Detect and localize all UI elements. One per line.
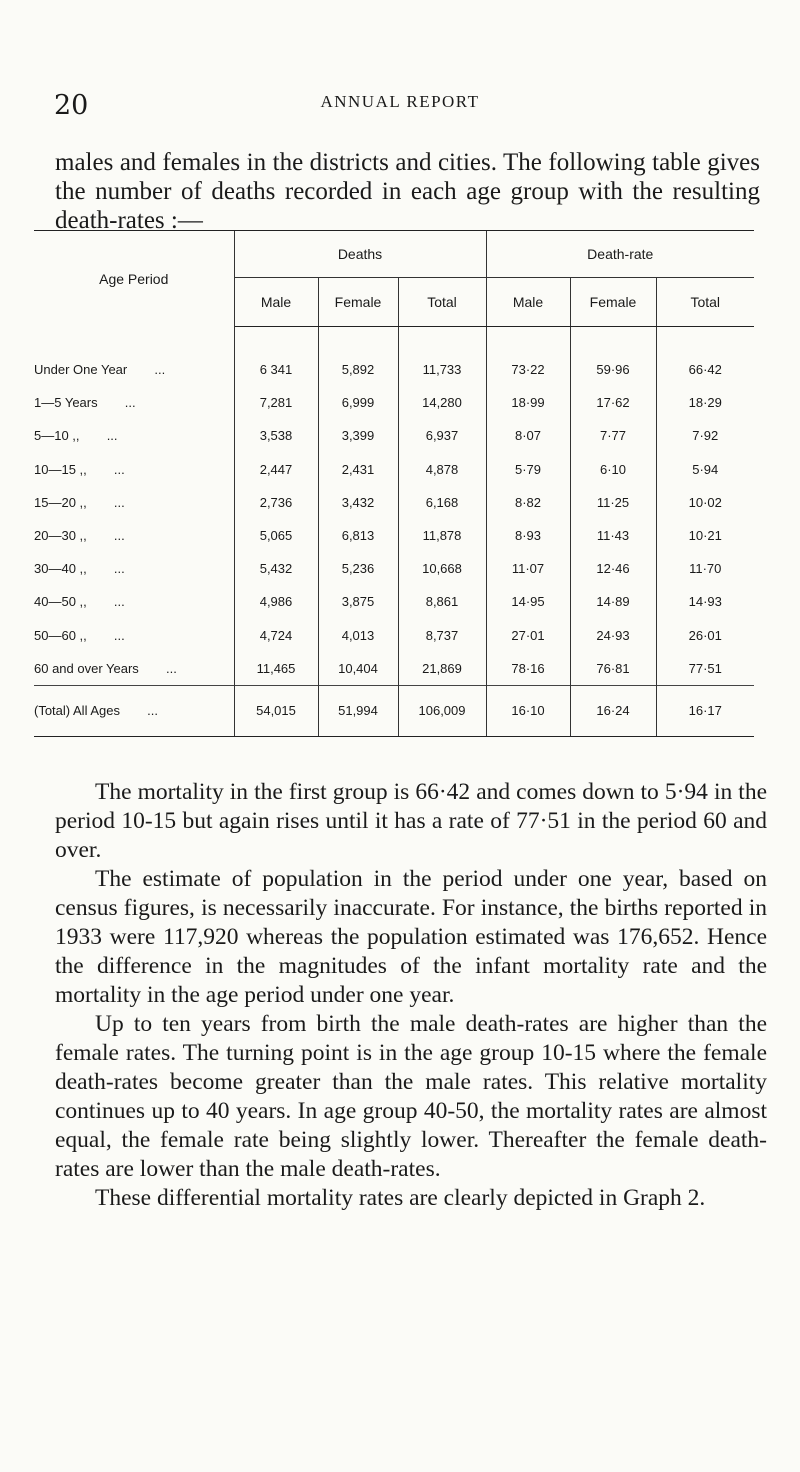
rate-female-cell: 76·81 bbox=[570, 652, 656, 686]
rate-female-cell: 11·43 bbox=[570, 519, 656, 552]
rate-female-cell: 59·96 bbox=[570, 353, 656, 386]
total-deaths-male-cell: 54,015 bbox=[234, 685, 318, 736]
table-row bbox=[34, 552, 754, 585]
row-label: 40—50 ,, ... bbox=[34, 585, 234, 618]
table-total-row bbox=[34, 685, 754, 736]
table-row bbox=[34, 619, 754, 652]
row-label: Under One Year ... bbox=[34, 353, 234, 386]
total-deaths-female-cell: 51,994 bbox=[318, 685, 398, 736]
table-row bbox=[34, 585, 754, 618]
rate-female-cell: 11·25 bbox=[570, 486, 656, 519]
table-row bbox=[34, 353, 754, 386]
row-label: 50—60 ,, ... bbox=[34, 619, 234, 652]
deaths-male-cell: 11,465 bbox=[234, 652, 318, 686]
deaths-total-cell: 11,733 bbox=[398, 353, 486, 386]
deaths-female-cell: 6,999 bbox=[318, 386, 398, 419]
row-label: 10—15 ,, ... bbox=[34, 453, 234, 486]
rate-total-cell: 26·01 bbox=[688, 627, 722, 643]
deaths-female-cell: 3,432 bbox=[318, 486, 398, 519]
rate-female-cell: 7·77 bbox=[570, 419, 656, 452]
rate-male-cell: 8·82 bbox=[486, 486, 570, 519]
table-row bbox=[34, 453, 754, 486]
intro-paragraph: males and females in the districts and cities. The following table gives the number of deaths recorded in each age group with the resulting death-rates :— bbox=[55, 149, 760, 234]
rate-total-cell: 77·51 bbox=[688, 660, 722, 676]
deaths-female-cell: 4,013 bbox=[318, 619, 398, 652]
rate-total-cell: 5·94 bbox=[692, 461, 719, 477]
deaths-total-cell: 10,668 bbox=[398, 552, 486, 585]
rate-male-cell: 73·22 bbox=[486, 353, 570, 386]
deaths-female-cell: 5,236 bbox=[318, 552, 398, 585]
deaths-male-cell: 4,986 bbox=[234, 585, 318, 618]
rate-total-cell: 11·70 bbox=[689, 561, 722, 577]
row-label: 60 and over Years ... bbox=[34, 652, 234, 686]
column-header-rate-male: Male bbox=[486, 278, 570, 327]
deaths-total-cell: 14,280 bbox=[398, 386, 486, 419]
group-header-deaths: Deaths bbox=[234, 231, 486, 278]
paragraph: Up to ten years from birth the male death-rates are higher than the female rates. The turning point is in the age group 10-15 where the female death-rates become greater than the male rates. This relative mortality continues up to 40 years. In age group 40-50, the mortality rates are almost equal, the female rate being slightly lower. Thereafter the female death-rates are lower than the male death-rates. bbox=[55, 1011, 767, 1182]
row-label: 15—20 ,, ... bbox=[34, 486, 234, 519]
deaths-male-cell: 5,432 bbox=[234, 552, 318, 585]
page-number: 20 bbox=[54, 90, 89, 121]
rate-male-cell: 78·16 bbox=[486, 652, 570, 686]
total-rate-female-cell: 16·24 bbox=[570, 685, 656, 736]
group-header-death-rate: Death-rate bbox=[587, 246, 654, 262]
column-header-rate-total: Total bbox=[656, 278, 754, 327]
column-header-deaths-total: Total bbox=[398, 278, 486, 327]
rate-total-cell: 14·93 bbox=[688, 594, 722, 610]
deaths-total-cell: 11,878 bbox=[398, 519, 486, 552]
table-row bbox=[34, 519, 754, 552]
deaths-male-cell: 2,447 bbox=[234, 453, 318, 486]
paragraph: These differential mortality rates are clearly depicted in Graph 2. bbox=[95, 1185, 706, 1211]
deaths-male-cell: 3,538 bbox=[234, 419, 318, 452]
deaths-male-cell: 6 341 bbox=[234, 353, 318, 386]
rate-female-cell: 17·62 bbox=[570, 386, 656, 419]
deaths-total-cell: 8,737 bbox=[398, 619, 486, 652]
rate-male-cell: 5·79 bbox=[486, 453, 570, 486]
deaths-total-cell: 21,869 bbox=[398, 652, 486, 686]
deaths-female-cell: 3,399 bbox=[318, 419, 398, 452]
rate-female-cell: 14·89 bbox=[570, 585, 656, 618]
rate-male-cell: 8·93 bbox=[486, 519, 570, 552]
rate-male-cell: 8·07 bbox=[486, 419, 570, 452]
deaths-total-cell: 4,878 bbox=[398, 453, 486, 486]
column-header-deaths-male: Male bbox=[234, 278, 318, 327]
rate-total-cell: 10·02 bbox=[688, 494, 722, 510]
column-header-deaths-female: Female bbox=[318, 278, 398, 327]
deaths-male-cell: 5,065 bbox=[234, 519, 318, 552]
table-row bbox=[34, 419, 754, 452]
table-row bbox=[34, 652, 754, 686]
deaths-male-cell: 7,281 bbox=[234, 386, 318, 419]
rate-total-cell: 66·42 bbox=[688, 362, 722, 378]
row-label: 30—40 ,, ... bbox=[34, 552, 234, 585]
total-row-label: (Total) All Ages ... bbox=[34, 685, 234, 736]
running-head: ANNUAL REPORT bbox=[320, 92, 480, 111]
rate-male-cell: 14·95 bbox=[486, 585, 570, 618]
table-row bbox=[34, 486, 754, 519]
rate-female-cell: 12·46 bbox=[570, 552, 656, 585]
rate-male-cell: 27·01 bbox=[486, 619, 570, 652]
paragraph: The mortality in the first group is 66·42 and comes down to 5·94 in the period 10-15 but again rises until it has a rate of 77·51 in the period 60 and over. bbox=[55, 779, 767, 863]
deaths-female-cell: 6,813 bbox=[318, 519, 398, 552]
row-label: 1—5 Years ... bbox=[34, 386, 234, 419]
rate-female-cell: 24·93 bbox=[570, 619, 656, 652]
death-rate-table bbox=[34, 230, 754, 737]
deaths-total-cell: 6,168 bbox=[398, 486, 486, 519]
deaths-female-cell: 10,404 bbox=[318, 652, 398, 686]
row-label: 5—10 ,, ... bbox=[34, 419, 234, 452]
deaths-total-cell: 6,937 bbox=[398, 419, 486, 452]
deaths-female-cell: 2,431 bbox=[318, 453, 398, 486]
total-rate-male-cell: 16·10 bbox=[486, 685, 570, 736]
total-rate-total-cell: 16·17 bbox=[656, 685, 754, 736]
rate-male-cell: 11·07 bbox=[486, 552, 570, 585]
paragraph: The estimate of population in the period under one year, based on census figures, is necessarily inaccurate. For instance, the births reported in 1933 were 117,920 whereas the population estimated was 176,652. Hence the difference in the magnitudes of the infant mortality rate and the mortality in the age period under one year. bbox=[55, 866, 767, 1008]
body-text bbox=[55, 778, 767, 1213]
column-header-rate-female: Female bbox=[570, 278, 656, 327]
rate-total-cell: 7·92 bbox=[692, 428, 719, 444]
rate-total-cell: 10·21 bbox=[688, 528, 722, 544]
rate-male-cell: 18·99 bbox=[486, 386, 570, 419]
column-header-age-period: Age Period bbox=[34, 231, 234, 327]
rate-female-cell: 6·10 bbox=[570, 453, 656, 486]
row-label: 20—30 ,, ... bbox=[34, 519, 234, 552]
rate-total-cell: 18·29 bbox=[688, 395, 722, 411]
total-deaths-total-cell: 106,009 bbox=[398, 685, 486, 736]
deaths-male-cell: 4,724 bbox=[234, 619, 318, 652]
deaths-male-cell: 2,736 bbox=[234, 486, 318, 519]
deaths-total-cell: 8,861 bbox=[398, 585, 486, 618]
deaths-female-cell: 3,875 bbox=[318, 585, 398, 618]
table-row bbox=[34, 386, 754, 419]
deaths-female-cell: 5,892 bbox=[318, 353, 398, 386]
